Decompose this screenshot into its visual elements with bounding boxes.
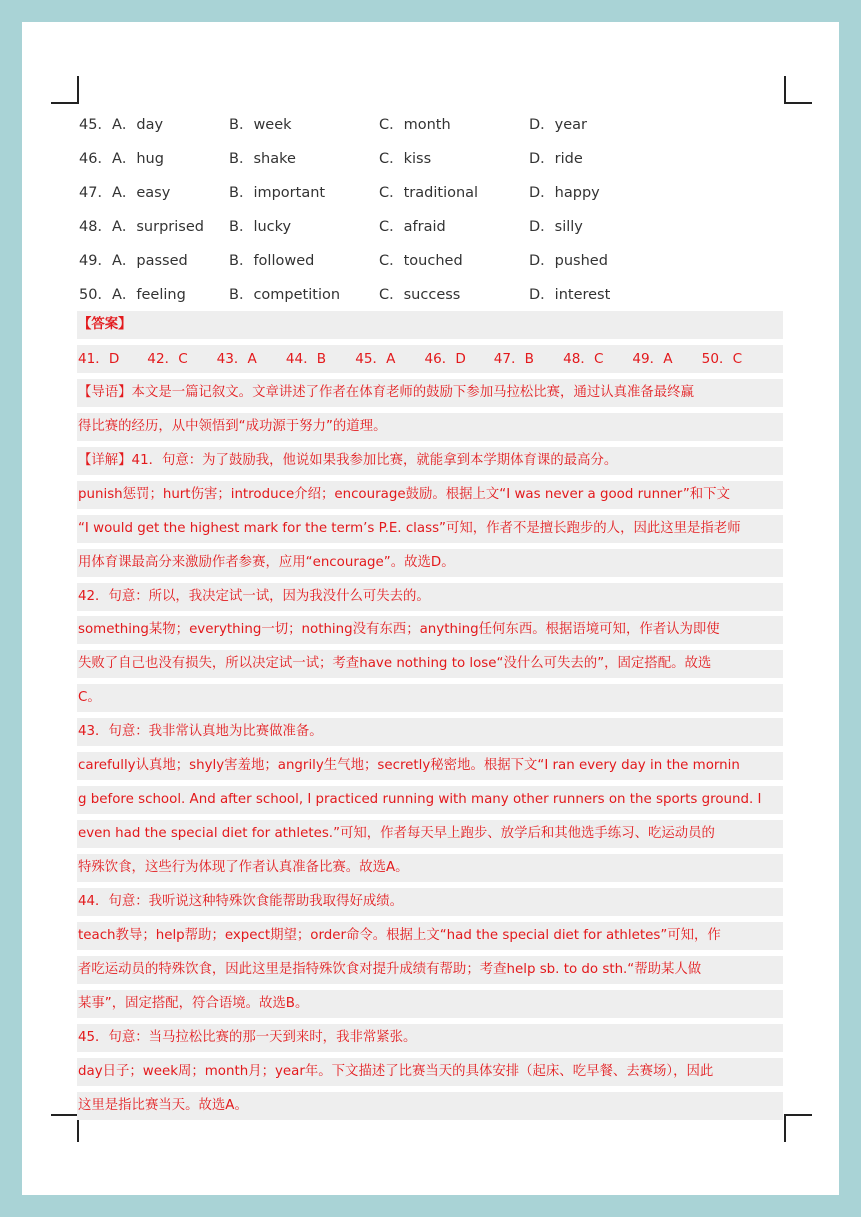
option-cell: 45．A．day xyxy=(79,116,164,133)
option-cell: D．interest xyxy=(529,286,611,303)
answer-key-row xyxy=(77,345,783,373)
answer-section xyxy=(77,311,783,1126)
option-cell: C．afraid xyxy=(379,218,446,235)
answer-key-item: 45．A xyxy=(355,350,396,367)
explanation-line: something某物；everything一切；nothing没有东西；anything任何东西。根据语境可知，作者认为即使 xyxy=(77,616,783,644)
crop-mark-bottom-left xyxy=(51,1114,79,1142)
option-cell: 50．A．feeling xyxy=(79,286,186,303)
crop-mark-top-left xyxy=(51,76,79,104)
option-cell: D．happy xyxy=(529,184,600,201)
option-row-47 xyxy=(79,174,779,208)
explanation-line: 用体育课最高分来激励作者参赛，应用“encourage”。故选D。 xyxy=(77,549,783,577)
option-row-48 xyxy=(79,208,779,242)
explanation-line: C。 xyxy=(77,684,783,712)
option-cell: D．silly xyxy=(529,218,583,235)
explanation-line: 失败了自己也没有损失，所以决定试一试；考查have nothing to lose“没什么可失去的”，固定搭配。故选 xyxy=(77,650,783,678)
explanation-line: 特殊饮食，这些行为体现了作者认真准备比赛。故选A。 xyxy=(77,854,783,882)
explanation-line: carefully认真地；shyly害羞地；angrily生气地；secretly秘密地。根据下文“I ran every day in the mornin xyxy=(77,752,783,780)
option-cell: B．lucky xyxy=(229,218,292,235)
option-cell: C．month xyxy=(379,116,451,133)
explanation-line: 43．句意：我非常认真地为比赛做准备。 xyxy=(77,718,783,746)
option-cell: D．year xyxy=(529,116,588,133)
option-row-49 xyxy=(79,242,779,276)
option-cell: C．kiss xyxy=(379,150,432,167)
option-row-50 xyxy=(79,276,779,310)
answer-key-item: 47．B xyxy=(493,350,534,367)
option-row-45 xyxy=(79,106,779,140)
explanation-line: 45．句意：当马拉松比赛的那一天到来时，我非常紧张。 xyxy=(77,1024,783,1052)
answer-key-item: 49．A xyxy=(632,350,673,367)
option-cell: B．competition xyxy=(229,286,341,303)
answer-key-item: 41．D xyxy=(78,350,120,367)
document-page xyxy=(22,22,839,1195)
explanation-line: punish惩罚；hurt伤害；introduce介绍；encourage鼓励。根据上文“I was never a good runner”和下文 xyxy=(77,481,783,509)
option-cell: 49．A．passed xyxy=(79,252,188,269)
guide-line: 【导语】本文是一篇记叙文。文章讲述了作者在体育老师的鼓励下参加马拉松比赛，通过认真准备最终赢 xyxy=(77,379,783,407)
explanation-line: teach教导；help帮助；expect期望；order命令。根据上文“had the special diet for athletes”可知，作 xyxy=(77,922,783,950)
explanation-line: “I would get the highest mark for the term’s P.E. class”可知，作者不是擅长跑步的人，因此这里是指老师 xyxy=(77,515,783,543)
answer-key-item: 42．C xyxy=(147,350,188,367)
explanation-line: even had the special diet for athletes.”可知，作者每天早上跑步、放学后和其他选手练习、吃运动员的 xyxy=(77,820,783,848)
explanation-line: 【详解】41．句意：为了鼓励我，他说如果我参加比赛，就能拿到本学期体育课的最高分。 xyxy=(77,447,783,475)
option-cell: D．ride xyxy=(529,150,583,167)
explanation-line: 42．句意：所以，我决定试一试，因为我没什么可失去的。 xyxy=(77,583,783,611)
answer-key-item: 50．C xyxy=(701,350,743,367)
options-table xyxy=(79,106,779,310)
option-row-46 xyxy=(79,140,779,174)
option-cell: 48．A．surprised xyxy=(79,218,204,235)
option-cell: B．week xyxy=(229,116,292,133)
explanation-line: g before school. And after school, I practiced running with many other runners on the sports ground. I xyxy=(77,786,783,814)
explanation-line: 这里是指比赛当天。故选A。 xyxy=(77,1092,783,1120)
crop-mark-bottom-right xyxy=(784,1114,812,1142)
guide-line: 得比赛的经历，从中领悟到“成功源于努力”的道理。 xyxy=(77,413,783,441)
crop-mark-top-right xyxy=(784,76,812,104)
option-cell: D．pushed xyxy=(529,252,608,269)
option-cell: 46．A．hug xyxy=(79,150,164,167)
explanation-line: 者吃运动员的特殊饮食，因此这里是指特殊饮食对提升成绩有帮助；考查help sb. to do sth.“帮助某人做 xyxy=(77,956,783,984)
option-cell: B．shake xyxy=(229,150,296,167)
option-cell: C．touched xyxy=(379,252,463,269)
explanation-line: day日子；week周；month月；year年。下文描述了比赛当天的具体安排（起床、吃早餐、去赛场），因此 xyxy=(77,1058,783,1086)
option-cell: B．important xyxy=(229,184,326,201)
explanation-line: 某事”，固定搭配，符合语境。故选B。 xyxy=(77,990,783,1018)
explanation-line: 44．句意：我听说这种特殊饮食能帮助我取得好成绩。 xyxy=(77,888,783,916)
answer-key-item: 46．D xyxy=(424,350,466,367)
answer-key-item: 43．A xyxy=(216,350,257,367)
answer-key-item: 44．B xyxy=(285,350,327,367)
option-cell: B．followed xyxy=(229,252,315,269)
option-cell: C．traditional xyxy=(379,184,479,201)
answer-heading: 【答案】 xyxy=(77,311,783,339)
option-cell: C．success xyxy=(379,286,461,303)
answer-key-item: 48．C xyxy=(563,350,604,367)
option-cell: 47．A．easy xyxy=(79,184,171,201)
